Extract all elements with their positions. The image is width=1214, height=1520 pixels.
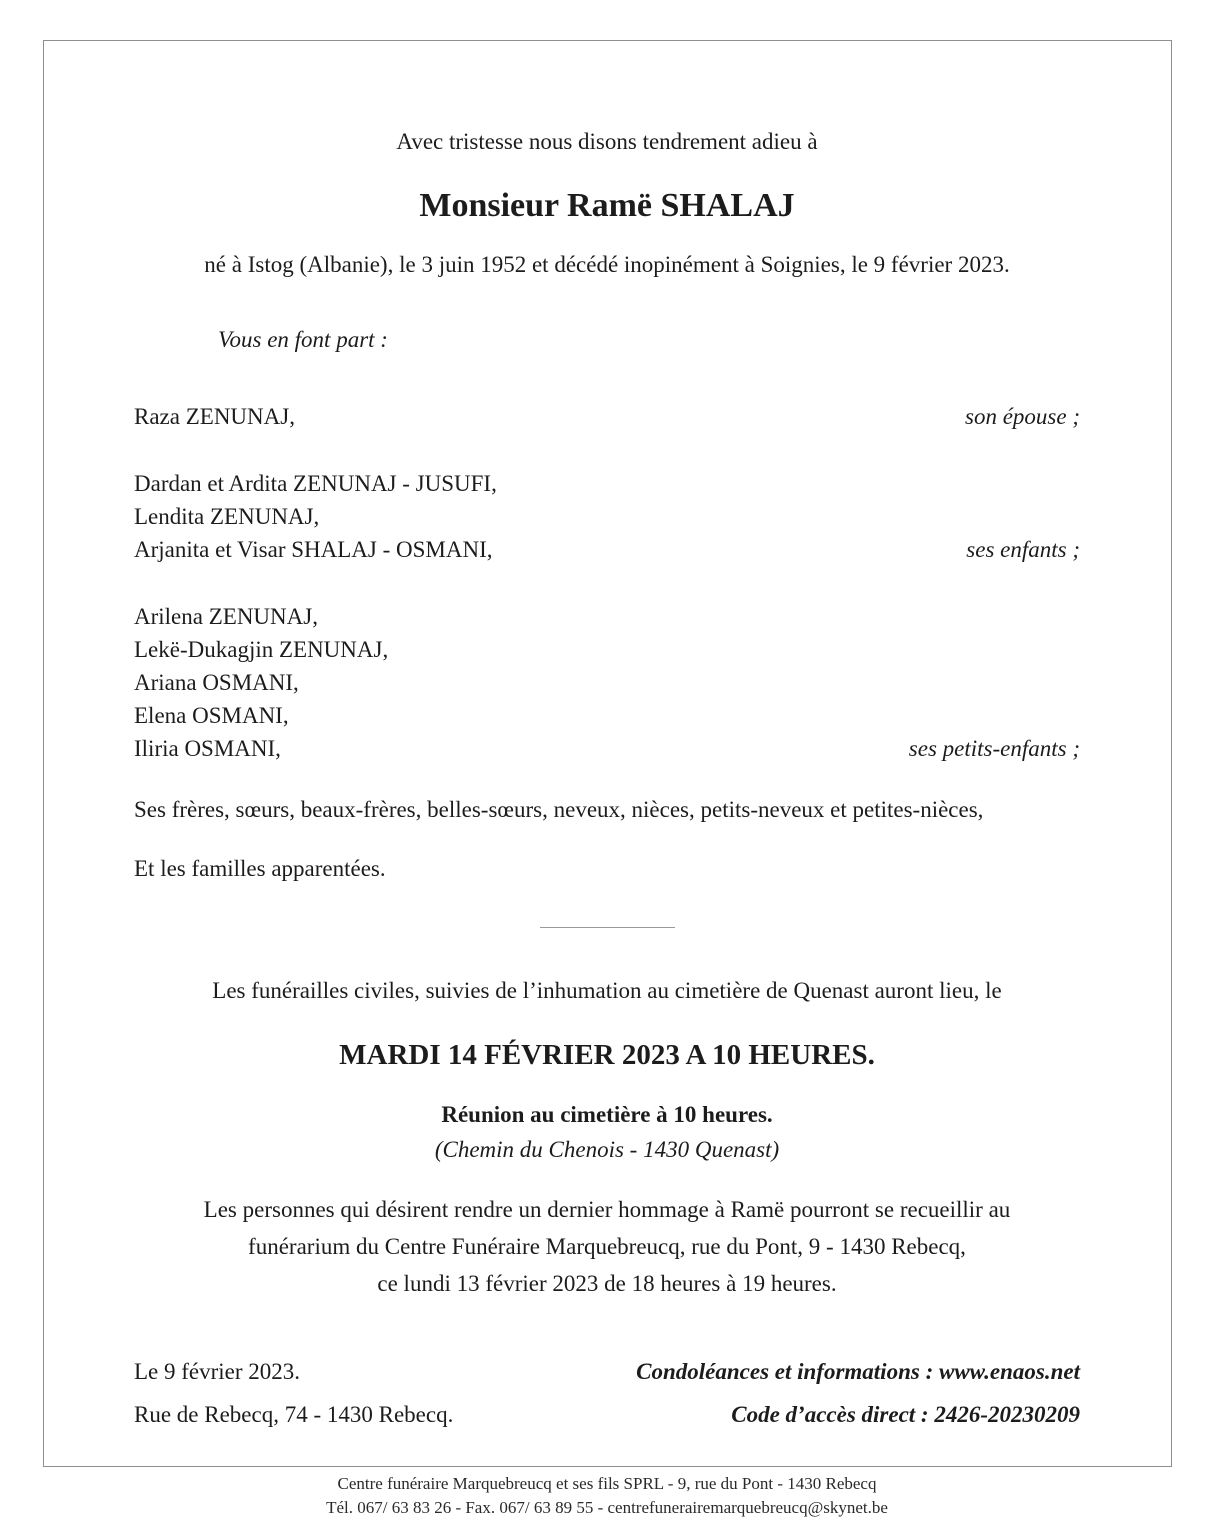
family-row bbox=[134, 732, 1080, 765]
family-group-children bbox=[134, 467, 1080, 566]
relation-label: ses petits-enfants ; bbox=[908, 736, 1080, 761]
family-member-name: Lekë-Dukagjin ZENUNAJ, bbox=[134, 637, 389, 662]
condolences-info: Condoléances et informations : www.enaos.net bbox=[636, 1359, 1080, 1384]
ceremony-meeting: Réunion au cimetière à 10 heures. bbox=[441, 1102, 773, 1127]
footer-address-line: Centre funéraire Marquebreucq et ses fils SPRL - 9, rue du Pont - 1430 Rebecq bbox=[337, 1474, 877, 1493]
ceremony-announcement: Les funérailles civiles, suivies de l’inhumation au cimetière de Quenast auront lieu, le bbox=[212, 978, 1002, 1003]
family-group-grandchildren bbox=[134, 600, 1080, 765]
ceremony-meeting-address: (Chemin du Chenois - 1430 Quenast) bbox=[434, 1137, 780, 1162]
intro-line: Avec tristesse nous disons tendrement adieu à bbox=[396, 129, 818, 154]
signature-left bbox=[134, 1350, 453, 1436]
family-row bbox=[134, 400, 1080, 433]
extended-family-line: Ses frères, sœurs, beaux-frères, belles-sœurs, neveux, nièces, petits-neveux et petites-nièces, bbox=[134, 797, 984, 822]
related-families-line: Et les familles apparentées. bbox=[134, 856, 386, 881]
family-list bbox=[134, 400, 1080, 765]
family-group-spouse bbox=[134, 400, 1080, 433]
family-member-name: Arilena ZENUNAJ, bbox=[134, 604, 318, 629]
family-member-name: Raza ZENUNAJ, bbox=[134, 404, 295, 429]
funeral-announcement-card bbox=[43, 40, 1172, 1517]
family-member-name: Ariana OSMANI, bbox=[134, 670, 299, 695]
signature-address: Rue de Rebecq, 74 - 1430 Rebecq. bbox=[134, 1402, 454, 1427]
birth-death-line: né à Istog (Albanie), le 3 juin 1952 et décédé inopinément à Soignies, le 9 février 2023. bbox=[204, 252, 1010, 277]
visitation-line: funérarium du Centre Funéraire Marquebreucq, rue du Pont, 9 - 1430 Rebecq, bbox=[248, 1234, 966, 1259]
family-member-name: Dardan et Ardita ZENUNAJ - JUSUFI, bbox=[134, 471, 497, 496]
signature-right bbox=[636, 1350, 1080, 1436]
visitation-paragraph bbox=[134, 1191, 1080, 1302]
announcement-lead: Vous en font part : bbox=[218, 327, 388, 352]
deceased-name: Monsieur Ramë SHALAJ bbox=[419, 187, 795, 224]
family-row bbox=[134, 533, 1080, 566]
section-divider bbox=[540, 927, 675, 928]
relation-label: ses enfants ; bbox=[966, 537, 1080, 562]
family-member-name: Iliria OSMANI, bbox=[134, 736, 281, 761]
signature-date: Le 9 février 2023. bbox=[134, 1359, 301, 1384]
signature-block bbox=[134, 1350, 1080, 1436]
footer-contact-line: Tél. 067/ 63 83 26 - Fax. 067/ 63 89 55 - centrefunerairemarquebreucq@skynet.be bbox=[326, 1498, 888, 1517]
relation-label: son épouse ; bbox=[965, 404, 1080, 429]
visitation-line: Les personnes qui désirent rendre un dernier hommage à Ramë pourront se recueillir au bbox=[203, 1197, 1011, 1222]
funeral-home-footer bbox=[134, 1472, 1080, 1520]
family-member-name: Lendita ZENUNAJ, bbox=[134, 504, 320, 529]
family-member-name: Elena OSMANI, bbox=[134, 703, 289, 728]
ceremony-date: MARDI 14 FÉVRIER 2023 A 10 HEURES. bbox=[339, 1039, 875, 1071]
access-code: Code d’accès direct : 2426-20230209 bbox=[731, 1402, 1080, 1427]
visitation-line: ce lundi 13 février 2023 de 18 heures à 19 heures. bbox=[377, 1271, 837, 1296]
family-member-name: Arjanita et Visar SHALAJ - OSMANI, bbox=[134, 537, 493, 562]
